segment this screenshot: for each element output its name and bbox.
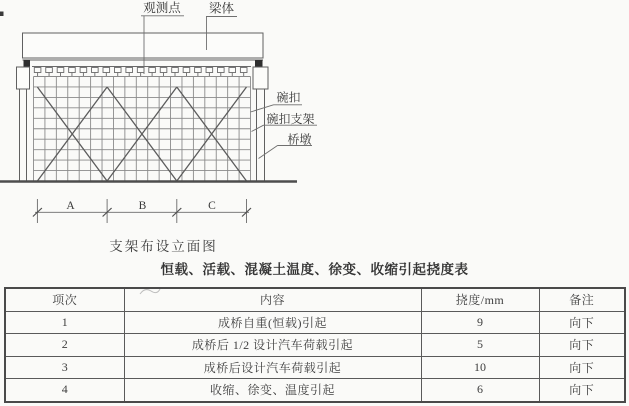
table-header-row — [5, 288, 625, 311]
observation-point-label: 观测点 — [143, 1, 181, 15]
right-bearing — [255, 60, 263, 67]
cell-note: 向下 — [539, 334, 625, 357]
cell-note: 向下 — [539, 379, 625, 402]
beam-rect — [23, 33, 264, 58]
cross-braces — [37, 87, 246, 181]
jack-plate — [103, 68, 110, 73]
scaffold-grid — [34, 77, 251, 182]
header-item: 项次 — [5, 288, 124, 311]
jack-plate — [126, 68, 133, 73]
jack-plate — [172, 68, 179, 73]
jack-plate — [46, 68, 53, 73]
header-deflection: 挠度/mm — [421, 288, 539, 311]
figure-caption: 支架布设立面图 — [109, 239, 218, 254]
dimension-label-a: A — [66, 200, 75, 212]
table-title: 恒载、活载、混凝土温度、徐变、收缩引起挠度表 — [160, 262, 469, 277]
callout-bridge-pier — [259, 132, 313, 159]
cell-deflection: 10 — [421, 356, 539, 379]
table-row — [5, 334, 625, 357]
bridge-pier-leader — [259, 146, 278, 159]
table-row — [5, 311, 625, 334]
bowl-buckle-support-leader — [252, 125, 264, 131]
jack-plate — [229, 68, 236, 73]
jack-plate — [149, 68, 156, 73]
bowl-buckle-label: 碗扣 — [276, 90, 301, 105]
cell-deflection: 6 — [421, 379, 539, 402]
left-pier — [17, 67, 30, 181]
header-content: 内容 — [124, 288, 421, 311]
dimension-string — [33, 199, 251, 223]
cell-content: 成桥后设计汽车荷载引起 — [124, 356, 421, 379]
deflection-table — [4, 287, 624, 403]
beam-body-label: 梁体 — [208, 1, 235, 16]
dimension-label-b: B — [138, 200, 147, 212]
jack-plate — [80, 68, 87, 73]
jack-plate — [218, 68, 225, 73]
jack-plate — [195, 68, 202, 73]
jack-plate — [57, 68, 64, 73]
table-row — [5, 356, 625, 379]
jack-row — [34, 68, 247, 77]
cell-note: 向下 — [539, 356, 625, 379]
cell-deflection: 5 — [421, 334, 539, 357]
header-note: 备注 — [539, 288, 625, 311]
table-row — [5, 379, 625, 402]
jack-plate — [92, 68, 99, 73]
bridge-pier-label: 桥墩 — [287, 132, 312, 147]
jack-plate — [206, 68, 213, 73]
jack-plate — [137, 68, 144, 73]
cell-item: 2 — [5, 334, 124, 357]
callout-bowl-buckle-support — [252, 111, 318, 132]
cell-deflection: 9 — [421, 311, 539, 334]
cell-content: 收缩、徐变、温度引起 — [124, 379, 421, 402]
jack-plate — [183, 68, 190, 73]
cell-item: 4 — [5, 379, 124, 402]
jack-plate — [114, 68, 121, 73]
cell-content: 成桥后 1/2 设计汽车荷载引起 — [124, 334, 421, 357]
jack-plate — [160, 68, 167, 73]
jack-plate — [240, 68, 247, 73]
callout-bowl-buckle — [251, 90, 303, 113]
cell-note: 向下 — [539, 311, 625, 334]
cell-item: 3 — [5, 356, 124, 379]
cell-item: 1 — [5, 311, 124, 334]
left-bearing — [24, 60, 31, 67]
scan-mark — [0, 12, 4, 17]
dimension-label-c: C — [208, 200, 216, 212]
jack-plate — [69, 68, 76, 73]
jack-plate — [34, 68, 41, 73]
cell-content: 成桥自重(恒载)引起 — [124, 311, 421, 334]
bowl-buckle-support-label: 碗扣支架 — [266, 112, 315, 126]
bowl-buckle-leader — [251, 105, 274, 112]
